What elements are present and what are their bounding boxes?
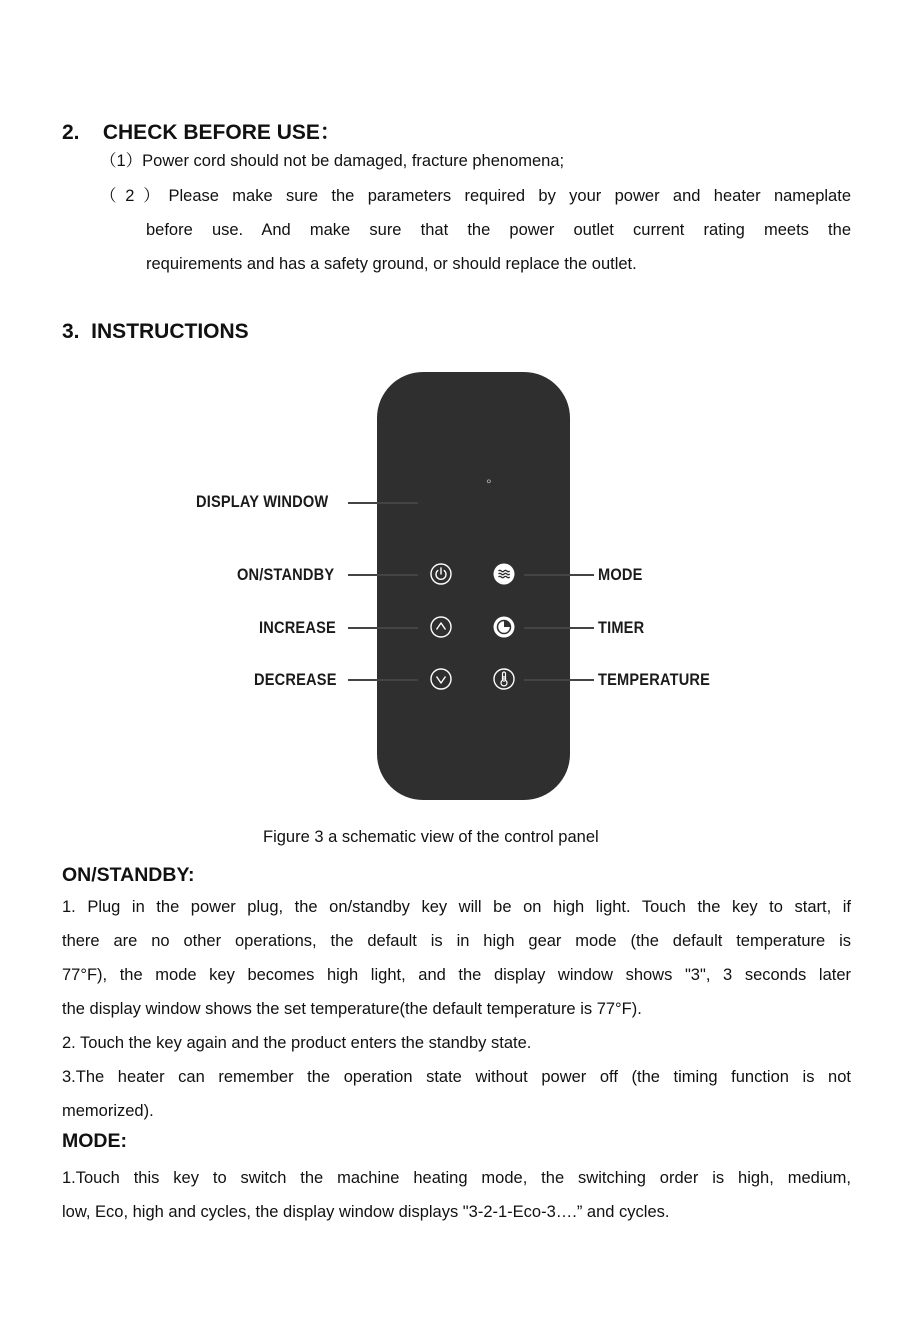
label-increase: INCREASE (259, 618, 336, 637)
timer-icon (493, 616, 515, 638)
on-standby-p3-line-2: memorized). (62, 1102, 154, 1120)
on-standby-p1-line-3: 77°F), the mode key becomes high light, and the display window shows "3", 3 seconds later (62, 966, 851, 984)
check-item-1: （1）Power cord should not be damaged, fracture phenomena; (100, 152, 565, 170)
label-decrease: DECREASE (254, 670, 337, 689)
leader-line-temperature (524, 679, 594, 681)
display-indicator: ° (486, 476, 492, 492)
section-3-heading: 3. INSTRUCTIONS (62, 320, 249, 343)
on-standby-p1-line-4: the display window shows the set temperature(the default temperature is 77°F). (62, 1000, 642, 1018)
label-timer: TIMER (598, 618, 645, 637)
leader-line-increase (348, 627, 418, 629)
check-item-2-line-1: （2）Please make sure the parameters required by your power and heater nameplate (100, 187, 851, 205)
leader-line-timer (524, 627, 594, 629)
chevron-down-icon (430, 668, 452, 690)
on-standby-p1-line-1: 1. Plug in the power plug, the on/standby key will be on high light. Touch the key to start, if (62, 898, 851, 916)
check-item-2-line-2: before use. And make sure that the power outlet current rating meets the (146, 221, 851, 239)
control-panel (377, 372, 570, 800)
leader-line-mode (524, 574, 594, 576)
section-2-heading: 2. CHECK BEFORE USE： (62, 121, 341, 144)
on-standby-heading: ON/STANDBY: (62, 864, 195, 886)
chevron-up-icon (430, 616, 452, 638)
on-standby-p3-line-1: 3.The heater can remember the operation state without power off (the timing function is not (62, 1068, 851, 1086)
figure-caption: Figure 3 a schematic view of the control panel (263, 828, 599, 846)
waves-icon (493, 563, 515, 585)
on-standby-p1-line-2: there are no other operations, the default is in high gear mode (the default temperature is (62, 932, 851, 950)
power-icon (430, 563, 452, 585)
label-temperature: TEMPERATURE (598, 670, 711, 689)
leader-line-display-window (348, 502, 418, 504)
label-on-standby: ON/STANDBY (237, 565, 335, 584)
thermometer-icon (493, 668, 515, 690)
mode-p1-line-2: low, Eco, high and cycles, the display window displays "3-2-1-Eco-3….” and cycles. (62, 1203, 670, 1221)
mode-heading: MODE: (62, 1130, 127, 1152)
label-display-window: DISPLAY WINDOW (196, 492, 329, 511)
leader-line-on-standby (348, 574, 418, 576)
on-standby-p2: 2. Touch the key again and the product enters the standby state. (62, 1034, 532, 1052)
leader-line-decrease (348, 679, 418, 681)
label-mode: MODE (598, 565, 643, 584)
mode-p1-line-1: 1.Touch this key to switch the machine heating mode, the switching order is high, medium, (62, 1169, 851, 1187)
check-item-2-line-3: requirements and has a safety ground, or should replace the outlet. (146, 255, 637, 273)
